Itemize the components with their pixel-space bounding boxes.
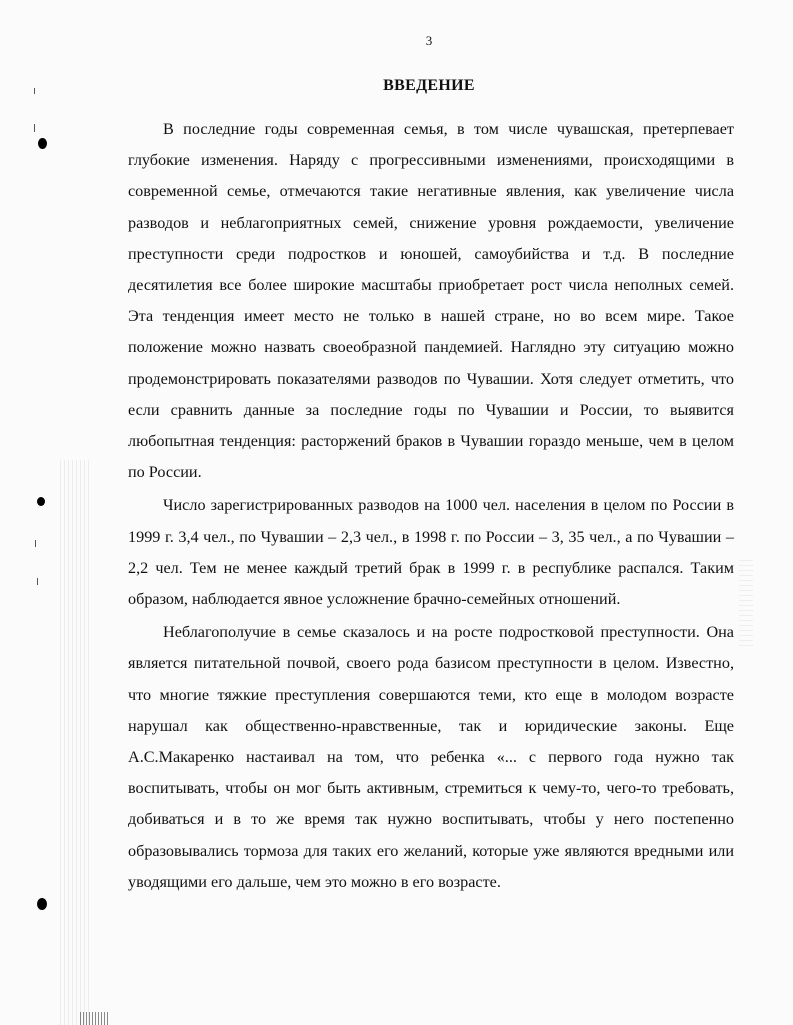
scan-noise	[60, 460, 90, 1025]
scan-hole-mark	[37, 497, 45, 506]
scan-noise	[739, 560, 753, 650]
scan-hole-mark	[37, 898, 47, 910]
scan-artifact	[34, 124, 35, 132]
paragraph-3: Неблагополучие в семье сказалось и на росте подростковой преступности. Она является питательной почвой, своего рода базисом преступности в целом. Известно, что многие тяжкие преступления совершаются теми, кто еще в молодом возрасте нарушал как общественно-нравственные, так и юридические законы. Еще А.С.Макаренко настаивал на том, что ребенка «... с первого года нужно так воспитывать, чтобы он мог быть активным, стремиться к чему-то, чего-то требовать, добиваться и в то же время так нужно воспитывать, чтобы у него постепенно образовывались тормоза для таких его желаний, которые уже являются вредными или уводящими его дальше, чем это можно в его возрасте.	[128, 623, 734, 891]
paragraph-1: В последние годы современная семья, в том числе чувашская, претерпевает глубокие изменения. Наряду с прогрессивными изменениями, происходящими в современной семье, отмечаются такие негативные явления, как увеличение числа разводов и неблагоприятных семей, снижение уровня рождаемости, увеличение преступности среди подростков и юношей, самоубийства и т.д. В последние десятилетия все более широкие масштабы приобретает рост числа неполных семей. Эта тенденция имеет место не только в нашей стране, но во всем мире. Такое положение можно назвать своеобразной пандемией. Наглядно эту ситуацию можно продемонстрировать показателями разводов по Чувашии. Хотя следует отметить, что если сравнить данные за последние годы по Чувашии и России, то выявится любопытная тенденция: расторжений браков в Чувашии гораздо меньше, чем в целом по России.	[128, 120, 734, 482]
paragraph-2: Число зарегистрированных разводов на 1000 чел. населения в целом по России в 1999 г. 3,4 чел., по Чувашии – 2,3 чел., в 1998 г. по России – 3, 35 чел., а по Чувашии – 2,2 чел. Тем не менее каждый третий брак в 1999 г. в республике распался. Таким образом, наблюдается явное усложнение брачно-семейных отношений.	[128, 496, 734, 609]
scan-artifact	[35, 540, 36, 547]
scan-artifact	[37, 578, 38, 585]
scan-artifact	[34, 88, 35, 94]
page-number: 3	[425, 33, 433, 48]
body-text	[128, 114, 734, 898]
scan-noise	[80, 1012, 110, 1025]
section-heading: ВВЕДЕНИЕ	[383, 77, 475, 94]
scan-hole-mark	[38, 138, 47, 149]
